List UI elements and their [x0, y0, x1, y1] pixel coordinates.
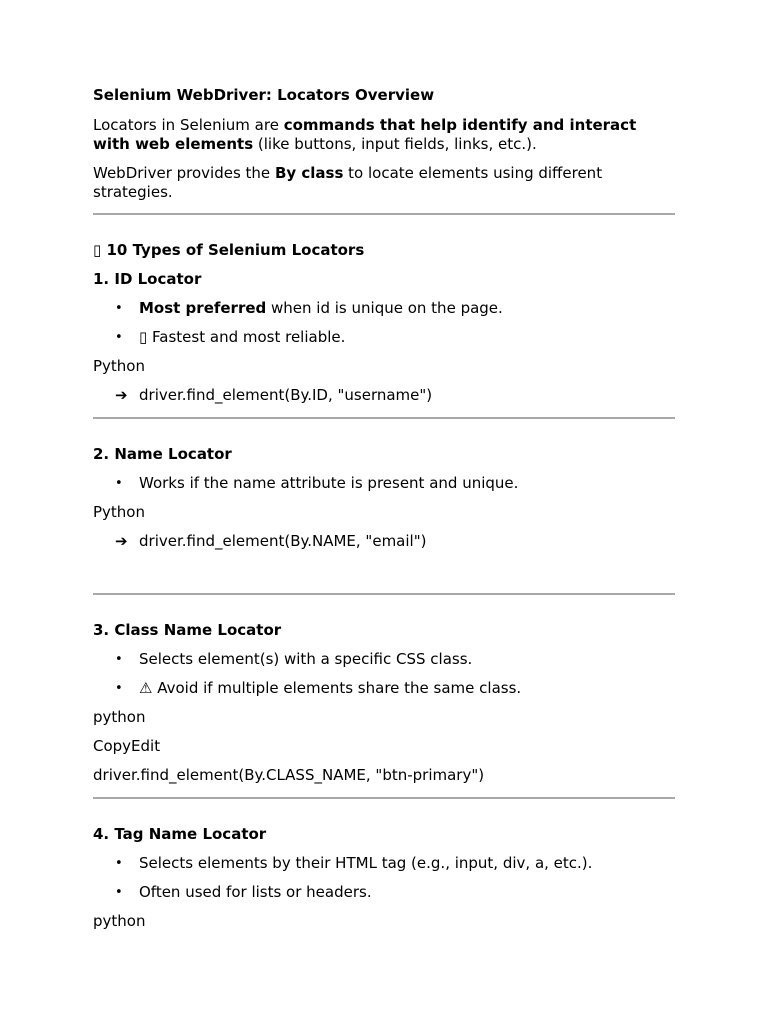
name-locator-heading: 2. Name Locator: [93, 445, 232, 463]
class-locator-list: [93, 650, 675, 698]
document-page: [93, 86, 675, 941]
list-item: • Selects elements by their HTML tag (e.g., input, div, a, etc.).: [139, 854, 675, 873]
tag-locator-list: [93, 854, 675, 902]
arrow-icon: ➔: [115, 532, 128, 550]
arrow-icon: ➔: [115, 386, 128, 404]
id-code-line: [93, 386, 675, 405]
divider: [93, 593, 675, 595]
name-code-line: [93, 532, 675, 551]
id-bullet1-text: when id is unique on the page.: [266, 299, 503, 317]
name-code-text: driver.find_element(By.NAME, "email"): [139, 532, 427, 550]
id-code-text: driver.find_element(By.ID, "username"): [139, 386, 433, 404]
name-locator-list: [93, 474, 675, 493]
list-item: [139, 679, 675, 698]
intro-text-pre: Locators in Selenium are: [93, 116, 284, 134]
list-item: • Selects element(s) with a specific CSS class.: [139, 650, 675, 669]
intro-paragraph: [93, 116, 675, 154]
copy-edit-label[interactable]: CopyEdit: [93, 737, 161, 755]
by-class-text-pre: WebDriver provides the: [93, 164, 275, 182]
by-class-paragraph: [93, 164, 675, 202]
id-locator-list: [93, 299, 675, 347]
id-code-lang: Python: [93, 357, 145, 375]
list-item: • Works if the name attribute is present and unique.: [139, 474, 675, 493]
class-locator-heading: 3. Class Name Locator: [93, 621, 282, 639]
id-bullet2-text: Fastest and most reliable.: [152, 328, 346, 346]
class-code-lang: python: [93, 708, 146, 726]
class-code-text: driver.find_element(By.CLASS_NAME, "btn-primary"): [93, 766, 485, 784]
types-heading: [93, 241, 675, 260]
intro-text-post: (like buttons, input fields, links, etc.).: [253, 135, 537, 153]
document-title: Selenium WebDriver: Locators Overview: [93, 86, 435, 104]
list-item: [139, 328, 675, 347]
list-item: [139, 299, 675, 318]
warning-icon: ⚠: [139, 679, 153, 697]
placeholder-glyph-icon: ▯: [139, 328, 148, 346]
tag-locator-heading: 4. Tag Name Locator: [93, 825, 267, 843]
divider: [93, 213, 675, 215]
divider: [93, 417, 675, 419]
name-code-lang: Python: [93, 503, 145, 521]
by-class-text-post: to locate elements using different strategies.: [93, 164, 603, 201]
id-locator-heading: 1. ID Locator: [93, 270, 202, 288]
placeholder-glyph-icon: ▯: [93, 241, 102, 259]
divider: [93, 797, 675, 799]
tag-code-lang: python: [93, 912, 146, 930]
by-class-text-bold: By class: [274, 164, 344, 182]
class-bullet2-text: Avoid if multiple elements share the same class.: [157, 679, 522, 697]
list-item: • Often used for lists or headers.: [139, 883, 675, 902]
intro-text-bold: commands that help identify and interact with web elements: [93, 116, 637, 153]
id-bullet1-bold: Most preferred: [139, 299, 267, 317]
types-heading-text: 10 Types of Selenium Locators: [106, 241, 365, 259]
